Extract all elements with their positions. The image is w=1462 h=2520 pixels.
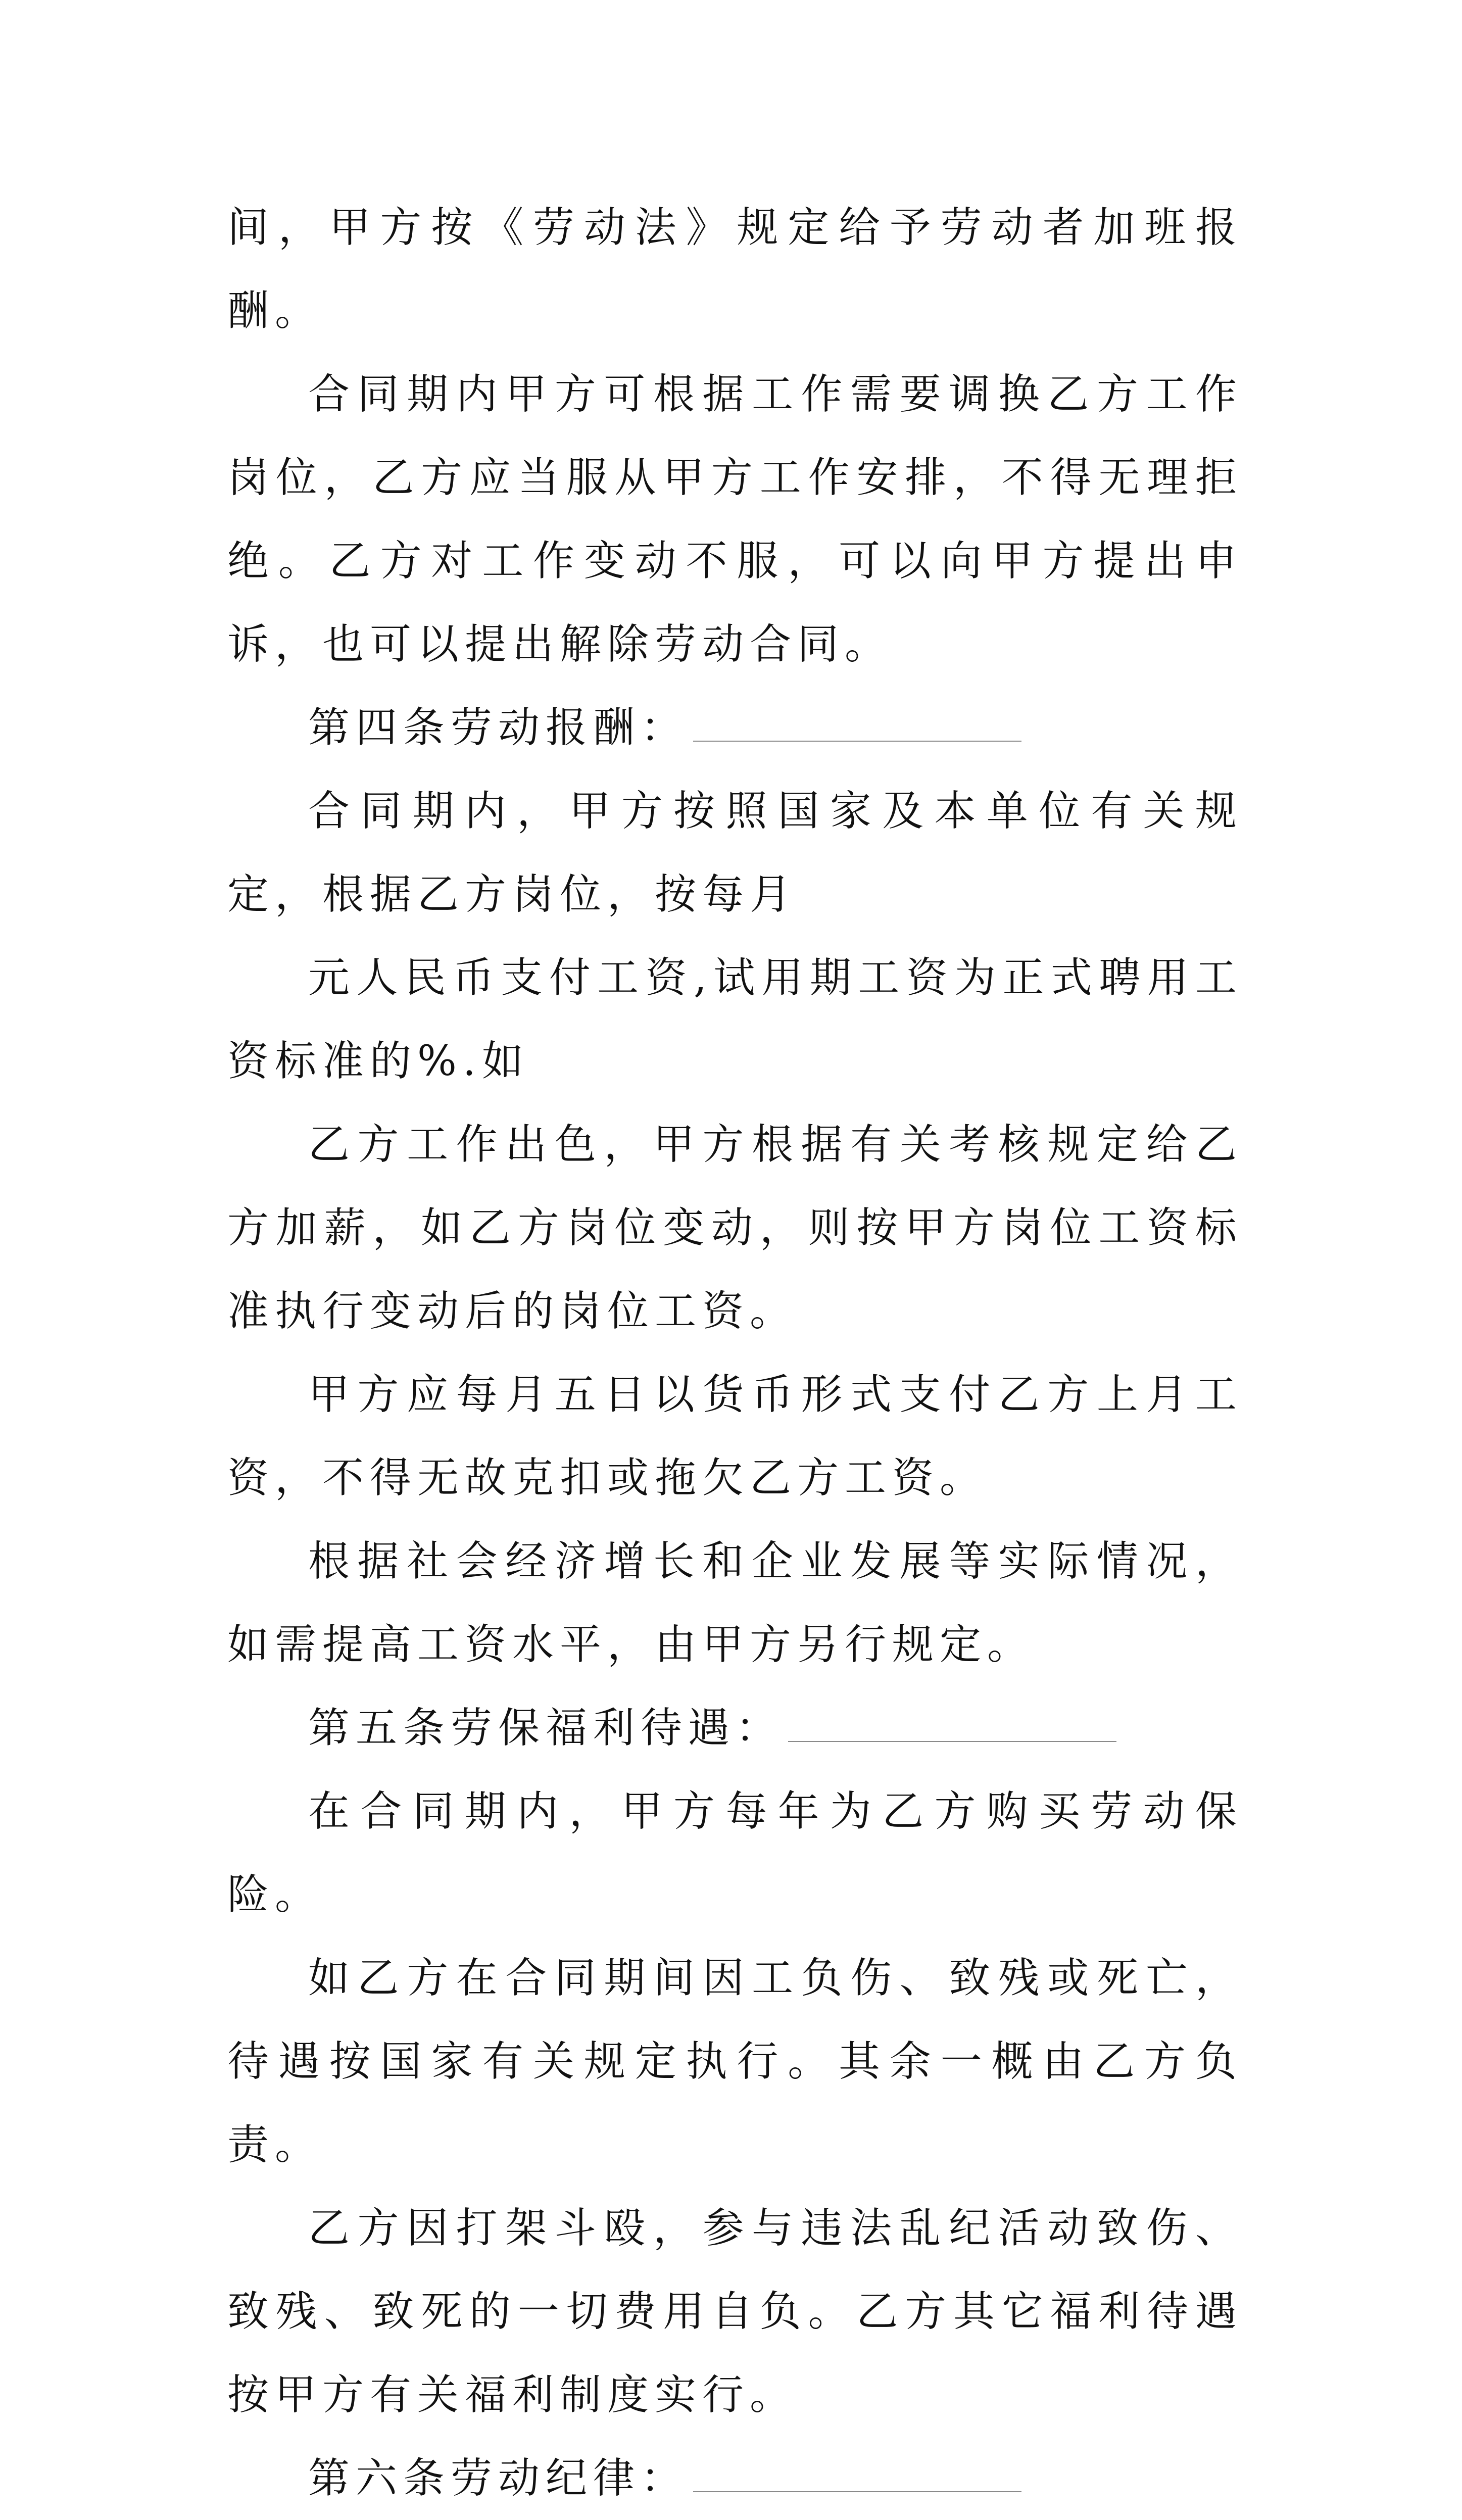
paragraph-payment-date: 甲方应每月五日以货币形式支付乙方上月工资，不得无故克扣或拖欠乙方工资。 [227, 1371, 1243, 1502]
article-4-blank-line [693, 710, 1021, 742]
paragraph-insurance: 在合同期内，甲方每年为乙方购买劳动保险。 [227, 1787, 1243, 1919]
article-5-heading [227, 1686, 1243, 1770]
paragraph-job-transfer: 合同期内甲方可根据工作需要调换乙方工作岗位，乙方应当服从甲方工作安排，不得无理拒绝。乙方对工作变动不服，可以向甲方提出申诉，也可以提出解除劳动合同。 [227, 370, 1243, 668]
paragraph-salary-amount: 元人民币支付工资,试用期工资为正式聘用工资标准的%.如 [227, 954, 1243, 1085]
document-body [227, 186, 1243, 2520]
paragraph-work-injury: 如乙方在合同期间因工负伤、致残或死亡，待遇按国家有关规定执行。其余一概由乙方负责。 [227, 1954, 1243, 2169]
article-5-title: 第五条劳保福利待遇： [308, 1704, 784, 1752]
paragraph-salary-raise: 乙方工作出色，甲方根据有关考核规定给乙方加薪，如乙方岗位变动，则按甲方岗位工资标准执行变动后的岗位工资。 [227, 1121, 1243, 1335]
article-6-heading [227, 2437, 1243, 2520]
paragraph-overtime-pay: 间，甲方按《劳动法》规定给予劳动者加班报酬。 [227, 204, 1243, 335]
article-5-blank-line [788, 1711, 1116, 1742]
paragraph-salary-basis: 合同期内，甲方按照国家及本单位有关规定，根据乙方岗位，按每月 [227, 787, 1243, 918]
article-4-heading [227, 686, 1243, 769]
paragraph-salary-level: 根据社会经济增长和企业发展等实际情况，如需提高工资水平，由甲方另行规定。 [227, 1537, 1243, 1669]
paragraph-self-inflicted: 乙方因打架斗殴，参与违法乱纪活动致伤、致残、致死的一切费用自负。乙方其它福利待遇按甲方有关福利制度实行。 [227, 2204, 1243, 2419]
article-4-title: 第四条劳动报酬： [308, 704, 689, 752]
article-6-blank-line [693, 2461, 1021, 2492]
article-6-title: 第六条劳动纪律： [308, 2454, 689, 2502]
